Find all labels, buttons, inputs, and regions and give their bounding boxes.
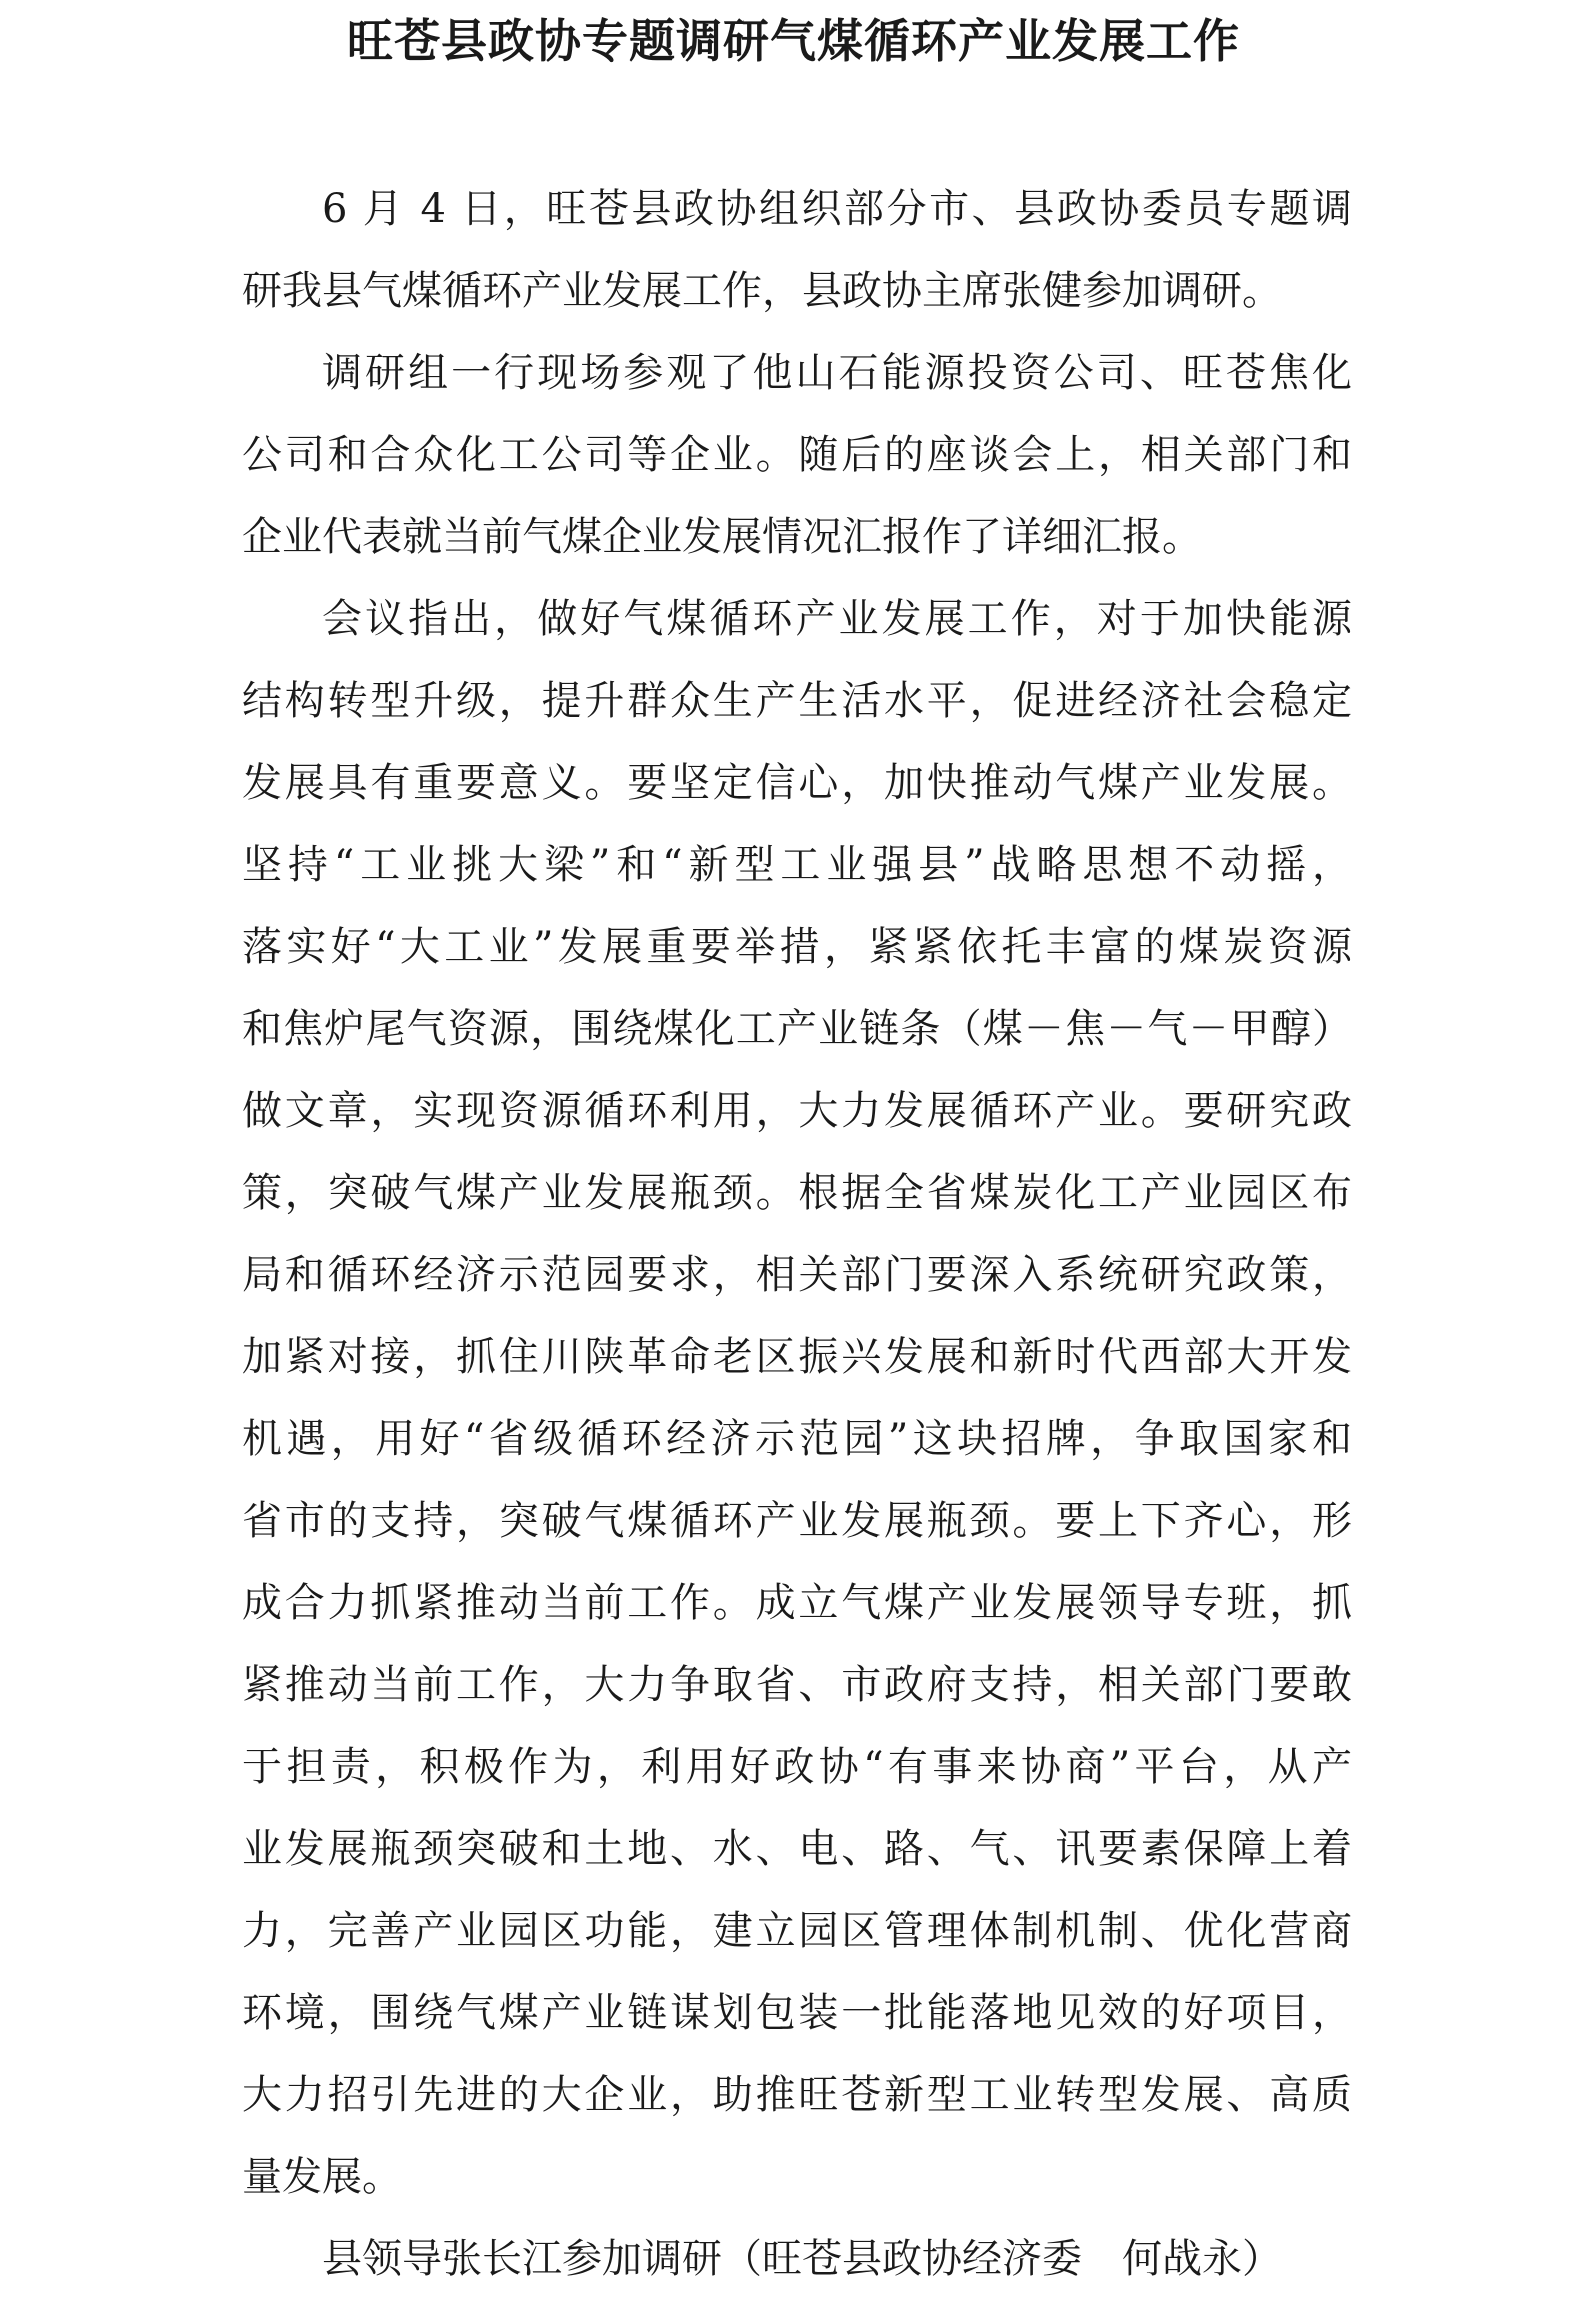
paragraph-3-line-19: 大力招引先进的大企业，助推旺苍新型工业转型发展、高质 <box>242 2072 1352 2118</box>
paragraph-1-line-1: 6 月 4 日，旺苍县政协组织部分市、县政协委员专题调 <box>322 186 1352 232</box>
paragraph-3-line-13: 成合力抓紧推动当前工作。成立气煤产业发展领导专班，抓 <box>242 1580 1352 1626</box>
paragraph-3-line-17: 力，完善产业园区功能，建立园区管理体制机制、优化营商 <box>242 1908 1352 1954</box>
document-title: 旺苍县政协专题调研气煤循环产业发展工作 <box>347 14 1240 68</box>
document-body <box>242 168 1352 2300</box>
paragraph-3-line-3: 发展具有重要意义。要坚定信心，加快推动气煤产业发展。 <box>242 760 1352 806</box>
paragraph-3-line-15: 于担责，积极作为，利用好政协“有事来协商”平台，从产 <box>242 1744 1352 1790</box>
paragraph-3-line-12: 省市的支持，突破气煤循环产业发展瓶颈。要上下齐心，形 <box>242 1498 1352 1544</box>
paragraph-4-line-1: 县领导张长江参加调研（旺苍县政协经济委 何战永） <box>322 2236 1282 2282</box>
paragraph-3-line-20: 量发展。 <box>242 2154 402 2200</box>
paragraph-2-line-2: 公司和合众化工公司等企业。随后的座谈会上，相关部门和 <box>242 432 1352 478</box>
paragraph-3-line-2: 结构转型升级，提升群众生产生活水平，促进经济社会稳定 <box>242 678 1352 724</box>
paragraph-3-line-4: 坚持“工业挑大梁”和“新型工业强县”战略思想不动摇， <box>242 842 1352 888</box>
paragraph-3-line-10: 加紧对接，抓住川陕革命老区振兴发展和新时代西部大开发 <box>242 1334 1352 1380</box>
paragraph-3-line-18: 环境，围绕气煤产业链谋划包装一批能落地见效的好项目， <box>242 1990 1352 2036</box>
paragraph-3-line-9: 局和循环经济示范园要求，相关部门要深入系统研究政策， <box>242 1252 1352 1298</box>
paragraph-3-line-14: 紧推动当前工作，大力争取省、市政府支持，相关部门要敢 <box>242 1662 1352 1708</box>
paragraph-3-line-7: 做文章，实现资源循环利用，大力发展循环产业。要研究政 <box>242 1088 1352 1134</box>
paragraph-3-line-1: 会议指出，做好气煤循环产业发展工作，对于加快能源 <box>322 596 1352 642</box>
paragraph-3-line-11: 机遇，用好“省级循环经济示范园”这块招牌，争取国家和 <box>242 1416 1352 1462</box>
paragraph-3-line-8: 策，突破气煤产业发展瓶颈。根据全省煤炭化工产业园区布 <box>242 1170 1352 1216</box>
paragraph-1-line-2: 研我县气煤循环产业发展工作，县政协主席张健参加调研。 <box>242 268 1282 314</box>
paragraph-2-line-1: 调研组一行现场参观了他山石能源投资公司、旺苍焦化 <box>322 350 1352 396</box>
paragraph-2-line-3: 企业代表就当前气煤企业发展情况汇报作了详细汇报。 <box>242 514 1202 560</box>
paragraph-3-line-16: 业发展瓶颈突破和土地、水、电、路、气、讯要素保障上着 <box>242 1826 1352 1872</box>
paragraph-3-line-6: 和焦炉尾气资源，围绕煤化工产业链条（煤－焦－气－甲醇） <box>242 1006 1352 1052</box>
paragraph-3-line-5: 落实好“大工业”发展重要举措，紧紧依托丰富的煤炭资源 <box>242 924 1352 970</box>
